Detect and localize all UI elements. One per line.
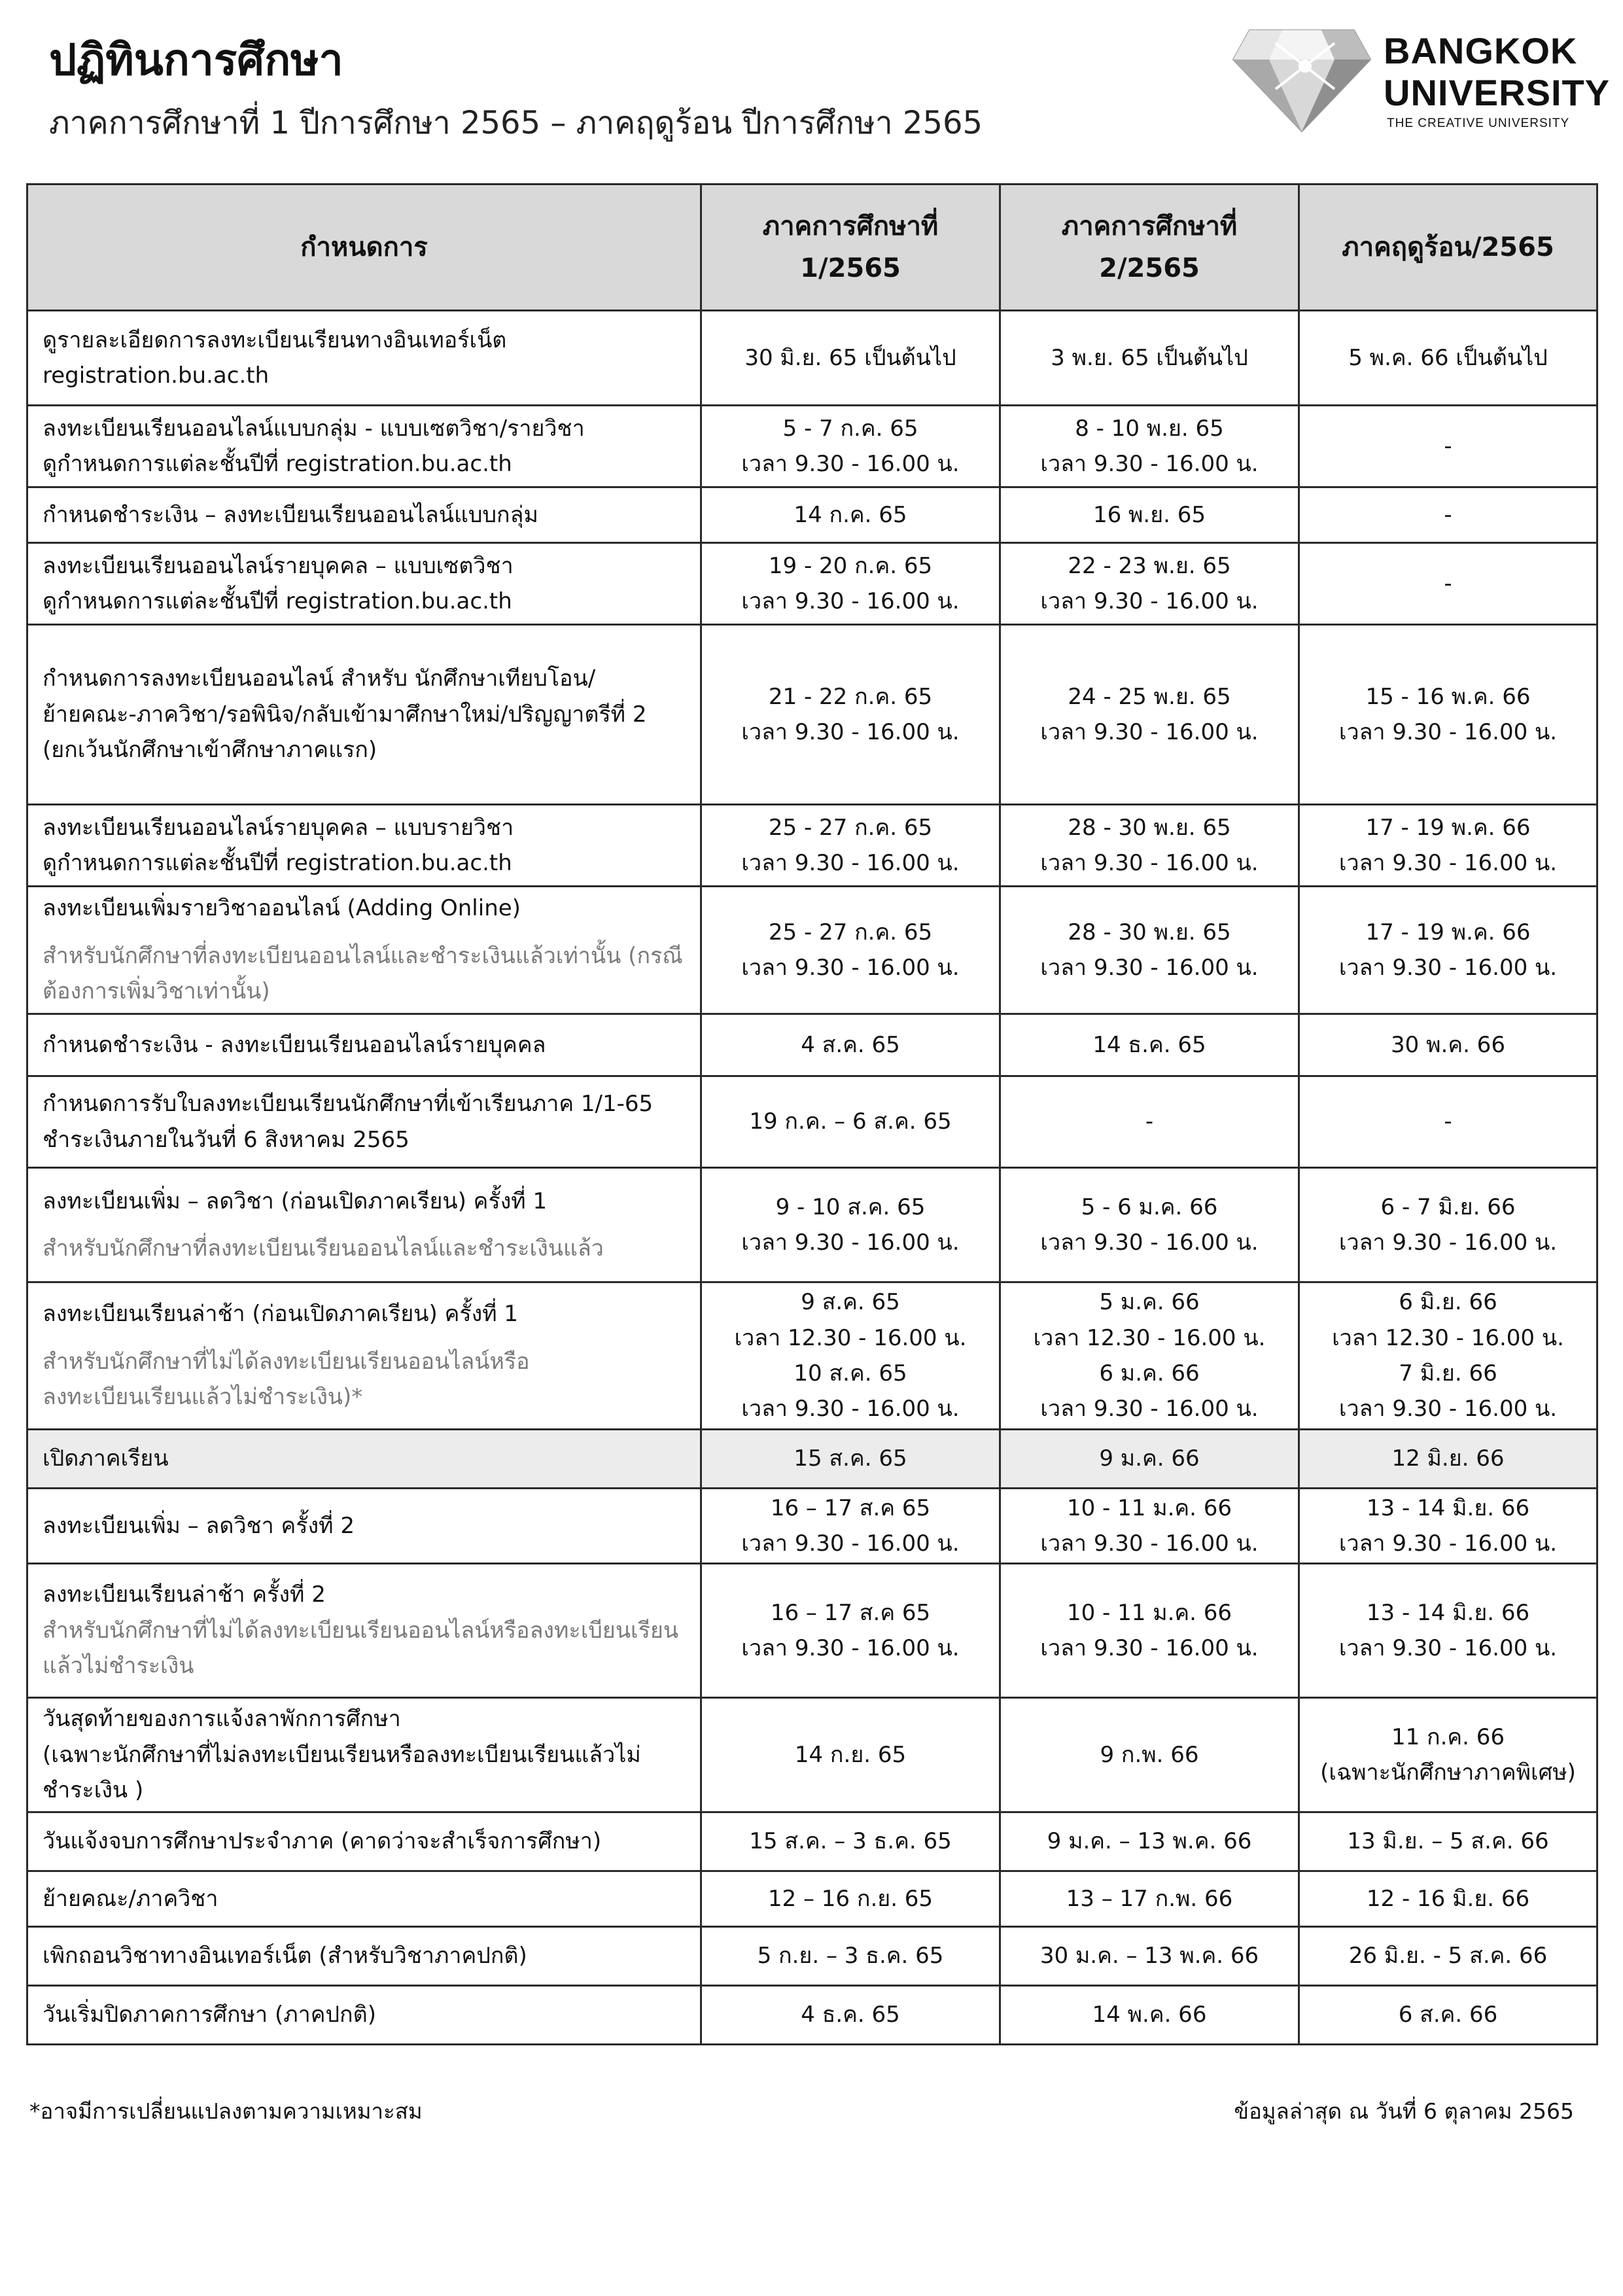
schedule-item <box>27 406 701 487</box>
schedule-item <box>27 1927 701 1986</box>
logo-line-2: UNIVERSITY <box>1384 72 1611 113</box>
date-line: 22 - 23 พ.ย. 65 <box>1068 552 1231 579</box>
semester-2-date <box>1000 1489 1299 1564</box>
date-line: 15 - 16 พ.ค. 66 <box>1365 683 1531 710</box>
schedule-item <box>27 543 701 625</box>
semester-2-date <box>1000 1282 1299 1430</box>
date-line: 14 พ.ค. 66 <box>1092 2002 1207 2028</box>
date-line: 24 - 25 พ.ย. 65 <box>1068 683 1231 710</box>
date-line: 5 - 6 ม.ค. 66 <box>1081 1193 1218 1220</box>
schedule-item-text: ลงทะเบียนเรียนออนไลน์แบบกลุ่ม - แบบเซตวิชา/รายวิชา <box>43 415 585 442</box>
semester-1-date <box>701 406 1000 487</box>
date-line: - <box>1444 1108 1452 1135</box>
schedule-item <box>27 1986 701 2045</box>
semester-2-date <box>1000 625 1299 805</box>
schedule-item-text: วันสุดท้ายของการแจ้งลาพักการศึกษา <box>43 1706 401 1733</box>
schedule-item-text: กำหนดการลงทะเบียนออนไลน์ สำหรับ นักศึกษาเทียบโอน/ <box>43 665 596 692</box>
summer-date <box>1299 1698 1597 1812</box>
date-line: 6 ม.ค. 66 <box>1099 1360 1200 1386</box>
date-line: 4 ธ.ค. 65 <box>801 2002 900 2028</box>
date-line: เวลา 9.30 - 16.00 น. <box>1040 1229 1259 1256</box>
date-line: - <box>1444 501 1452 528</box>
header-schedule: กำหนดการ <box>27 185 701 311</box>
table-row <box>27 1871 1597 1927</box>
schedule-item <box>27 805 701 887</box>
semester-1-date <box>701 1564 1000 1698</box>
schedule-item <box>27 1076 701 1168</box>
semester-1-date <box>701 543 1000 625</box>
date-line: 11 ก.ค. 66 <box>1391 1723 1505 1750</box>
date-line: เวลา 9.30 - 16.00 น. <box>1040 955 1259 981</box>
semester-2-date <box>1000 1014 1299 1076</box>
schedule-item-text: ชำระเงิน ) <box>43 1777 144 1804</box>
semester-2-date <box>1000 1871 1299 1927</box>
date-line: เวลา 9.30 - 16.00 น. <box>1040 719 1259 745</box>
schedule-item-note: สำหรับนักศึกษาที่ไม่ได้ลงทะเบียนเรียนออนไลน์หรือ <box>43 1348 530 1375</box>
schedule-item-note: แล้วไม่ชำระเงิน <box>43 1653 194 1680</box>
date-line: เวลา 9.30 - 16.00 น. <box>1040 451 1259 477</box>
semester-2-date <box>1000 1812 1299 1871</box>
schedule-item-text: เพิกถอนวิชาทางอินเทอร์เน็ต (สำหรับวิชาภาคปกติ) <box>43 1943 527 1969</box>
schedule-item-note: ลงทะเบียนเรียนแล้วไม่ชำระเงิน)* <box>43 1384 363 1411</box>
date-line: 9 - 10 ส.ค. 65 <box>775 1193 926 1220</box>
schedule-item-text: ลงทะเบียนเพิ่ม – ลดวิชา (ก่อนเปิดภาคเรียน) ครั้งที่ 1 <box>43 1188 548 1214</box>
date-line: เวลา 12.30 - 16.00 น. <box>734 1324 967 1351</box>
table-row <box>27 1076 1597 1168</box>
logo-line-1: BANGKOK <box>1384 30 1578 71</box>
date-line: 14 ก.ย. 65 <box>794 1741 907 1768</box>
semester-2-date <box>1000 1564 1299 1698</box>
schedule-item-text: วันแจ้งจบการศึกษาประจำภาค (คาดว่าจะสำเร็จการศึกษา) <box>43 1828 602 1855</box>
summer-date <box>1299 487 1597 543</box>
schedule-item-text: ดูกำหนดการแต่ละชั้นปีที่ registration.bu.ac.th <box>43 850 512 876</box>
date-line: 5 พ.ค. 66 เป็นต้นไป <box>1348 344 1548 371</box>
date-line: 10 - 11 ม.ค. 66 <box>1066 1599 1232 1626</box>
date-line: เวลา 9.30 - 16.00 น. <box>1040 588 1259 614</box>
date-line: 9 ก.พ. 66 <box>1100 1741 1199 1768</box>
table-row <box>27 311 1597 406</box>
semester-2-date <box>1000 1986 1299 2045</box>
page-subtitle: ภาคการศึกษาที่ 1 ปีการศึกษา 2565 – ภาคฤดูร้อน ปีการศึกษา 2565 <box>49 105 983 141</box>
date-line: เวลา 9.30 - 16.00 น. <box>1338 1530 1558 1557</box>
date-line: 26 มิ.ย. - 5 ส.ค. 66 <box>1348 1943 1548 1969</box>
table-row <box>27 1014 1597 1076</box>
page-title: ปฏิทินการศึกษา <box>49 35 343 85</box>
semester-1-date <box>701 1014 1000 1076</box>
date-line: 19 ก.ค. – 6 ส.ค. 65 <box>749 1108 952 1135</box>
semester-1-date <box>701 1430 1000 1489</box>
table-row <box>27 1564 1597 1698</box>
schedule-item-text: registration.bu.ac.th <box>43 362 270 389</box>
semester-1-date <box>701 1489 1000 1564</box>
schedule-item-text: ลงทะเบียนเรียนล่าช้า ครั้งที่ 2 <box>43 1581 326 1608</box>
table-row <box>27 406 1597 487</box>
summer-date <box>1299 1564 1597 1698</box>
header-semester-2: ภาคการศึกษาที่ 2/2565 <box>1000 185 1299 311</box>
schedule-item-text: ชำระเงินภายในวันที่ 6 สิงหาคม 2565 <box>43 1126 410 1153</box>
summer-date <box>1299 887 1597 1014</box>
table-row <box>27 1812 1597 1871</box>
semester-1-date <box>701 1812 1000 1871</box>
schedule-item <box>27 625 701 805</box>
schedule-item-text: วันเริ่มปิดภาคการศึกษา (ภาคปกติ) <box>43 2002 376 2028</box>
date-line: เวลา 9.30 - 16.00 น. <box>1338 955 1558 981</box>
semester-2-date <box>1000 1168 1299 1282</box>
logo-tagline: THE CREATIVE UNIVERSITY <box>1387 116 1570 130</box>
semester-2-date <box>1000 1076 1299 1168</box>
date-line: 6 ส.ค. 66 <box>1398 2002 1498 2028</box>
summer-date <box>1299 1812 1597 1871</box>
date-line: 30 พ.ค. 66 <box>1391 1031 1505 1058</box>
date-line: 13 – 17 ก.พ. 66 <box>1066 1885 1233 1912</box>
schedule-item-text: ลงทะเบียนเพิ่ม – ลดวิชา ครั้งที่ 2 <box>43 1512 355 1539</box>
semester-2-date <box>1000 406 1299 487</box>
date-line: 14 ธ.ค. 65 <box>1092 1031 1206 1058</box>
date-line: 15 ส.ค. 65 <box>794 1445 907 1472</box>
semester-1-date <box>701 487 1000 543</box>
summer-date <box>1299 1986 1597 2045</box>
table-row <box>27 1927 1597 1986</box>
semester-1-date <box>701 625 1000 805</box>
date-line: 15 ส.ค. – 3 ธ.ค. 65 <box>749 1828 952 1855</box>
header-summer: ภาคฤดูร้อน/2565 <box>1299 185 1597 311</box>
semester-2-date <box>1000 311 1299 406</box>
table-row <box>27 1489 1597 1564</box>
semester-1-date <box>701 311 1000 406</box>
schedule-item-text: ดูกำหนดการแต่ละชั้นปีที่ registration.bu.ac.th <box>43 451 512 477</box>
date-line: เวลา 9.30 - 16.00 น. <box>1338 850 1558 876</box>
date-line: 9 ม.ค. – 13 พ.ค. 66 <box>1047 1828 1252 1855</box>
schedule-item <box>27 1489 701 1564</box>
semester-1-date <box>701 1076 1000 1168</box>
table-row <box>27 887 1597 1014</box>
schedule-item-text: ย้ายคณะ-ภาควิชา/รอพินิจ/กลับเข้ามาศึกษาใหม่/ปริญญาตรีที่ 2 <box>43 701 647 728</box>
schedule-item <box>27 1282 701 1430</box>
table-row <box>27 1282 1597 1430</box>
bangkok-university-logo <box>1230 20 1611 144</box>
table-row <box>27 487 1597 543</box>
date-line: 30 ม.ค. – 13 พ.ค. 66 <box>1039 1943 1259 1969</box>
date-line: เวลา 9.30 - 16.00 น. <box>741 850 960 876</box>
semester-2-date <box>1000 1430 1299 1489</box>
spacer <box>43 1332 691 1344</box>
date-line: 12 – 16 ก.ย. 65 <box>767 1885 934 1912</box>
summer-date <box>1299 1871 1597 1927</box>
date-line: 12 มิ.ย. 66 <box>1391 1445 1505 1472</box>
schedule-item <box>27 1698 701 1812</box>
schedule-item <box>27 1812 701 1871</box>
date-line: 16 พ.ย. 65 <box>1092 501 1206 528</box>
date-line: 12 - 16 มิ.ย. 66 <box>1366 1885 1530 1912</box>
date-line: เวลา 9.30 - 16.00 น. <box>1338 1396 1558 1422</box>
semester-2-date <box>1000 1927 1299 1986</box>
summer-date <box>1299 1430 1597 1489</box>
date-line: 21 - 22 ก.ค. 65 <box>768 683 933 710</box>
date-line: 16 – 17 ส.ค 65 <box>770 1599 931 1626</box>
schedule-item <box>27 1871 701 1927</box>
date-line: 9 ม.ค. 66 <box>1099 1445 1200 1472</box>
schedule-item-text: กำหนดชำระเงิน – ลงทะเบียนเรียนออนไลน์แบบกลุ่ม <box>43 501 538 528</box>
date-line: เวลา 12.30 - 16.00 น. <box>1332 1324 1564 1351</box>
semester-1-date <box>701 1698 1000 1812</box>
summer-date <box>1299 1168 1597 1282</box>
semester-1-date <box>701 1168 1000 1282</box>
semester-2-date <box>1000 487 1299 543</box>
date-line: เวลา 9.30 - 16.00 น. <box>1040 850 1259 876</box>
academic-calendar-table <box>26 183 1598 2045</box>
date-line: 28 - 30 พ.ย. 65 <box>1068 919 1231 945</box>
date-line: 10 ส.ค. 65 <box>794 1360 907 1386</box>
date-line: เวลา 9.30 - 16.00 น. <box>1040 1396 1259 1422</box>
summer-date <box>1299 625 1597 805</box>
semester-2-date <box>1000 543 1299 625</box>
date-line: 17 - 19 พ.ค. 66 <box>1365 814 1531 841</box>
date-line: 8 - 10 พ.ย. 65 <box>1075 415 1224 442</box>
date-line: เวลา 9.30 - 16.00 น. <box>741 588 960 614</box>
date-line: 3 พ.ย. 65 เป็นต้นไป <box>1051 344 1248 371</box>
schedule-item <box>27 487 701 543</box>
table-header-row <box>27 185 1597 311</box>
date-line: เวลา 9.30 - 16.00 น. <box>741 1229 960 1256</box>
schedule-item <box>27 311 701 406</box>
semester-1-date <box>701 1282 1000 1430</box>
table-body <box>27 311 1597 2045</box>
schedule-item-text: (เฉพาะนักศึกษาที่ไม่ลงทะเบียนเรียนหรือลงทะเบียนเรียนแล้วไม่ <box>43 1741 641 1768</box>
date-line: 25 - 27 ก.ค. 65 <box>768 814 933 841</box>
summer-date <box>1299 1014 1597 1076</box>
schedule-item-text: ลงทะเบียนเรียนออนไลน์รายบุคคล – แบบรายวิชา <box>43 814 514 841</box>
schedule-item-note: ต้องการเพิ่มวิชาเท่านั้น) <box>43 978 270 1005</box>
date-line: - <box>1444 570 1452 597</box>
summer-date <box>1299 311 1597 406</box>
header-semester-1: ภาคการศึกษาที่ 1/2565 <box>701 185 1000 311</box>
semester-1-date <box>701 1871 1000 1927</box>
schedule-item-text: กำหนดชำระเงิน - ลงทะเบียนเรียนออนไลน์รายบุคคล <box>43 1031 546 1058</box>
date-line: เวลา 9.30 - 16.00 น. <box>1338 719 1558 745</box>
semester-1-date <box>701 1927 1000 1986</box>
table-row <box>27 625 1597 805</box>
schedule-item <box>27 887 701 1014</box>
schedule-item-text: ลงทะเบียนเพิ่มรายวิชาออนไลน์ (Adding Online) <box>43 895 521 922</box>
schedule-item-text: เปิดภาคเรียน <box>43 1445 169 1472</box>
table-row <box>27 805 1597 887</box>
date-line: 14 ก.ค. 65 <box>794 501 907 528</box>
schedule-item-text: ดูรายละเอียดการลงทะเบียนเรียนทางอินเทอร์เน็ต <box>43 327 507 353</box>
semester-1-date <box>701 1986 1000 2045</box>
schedule-item-text: ย้ายคณะ/ภาควิชา <box>43 1885 218 1912</box>
date-line: เวลา 9.30 - 16.00 น. <box>741 1396 960 1422</box>
date-line: 16 – 17 ส.ค 65 <box>770 1494 931 1521</box>
schedule-item-text: ลงทะเบียนเรียนออนไลน์รายบุคคล – แบบเซตวิชา <box>43 552 514 579</box>
date-line: 5 - 7 ก.ค. 65 <box>782 415 918 442</box>
schedule-item-text: (ยกเว้นนักศึกษาเข้าศึกษาภาคแรก) <box>43 737 377 764</box>
summer-date <box>1299 406 1597 487</box>
date-line: เวลา 12.30 - 16.00 น. <box>1033 1324 1266 1351</box>
date-line: 5 ม.ค. 66 <box>1099 1289 1200 1316</box>
date-line: - <box>1145 1108 1154 1135</box>
date-line: เวลา 9.30 - 16.00 น. <box>1338 1635 1558 1661</box>
summer-date <box>1299 1927 1597 1986</box>
table-row <box>27 543 1597 625</box>
schedule-item <box>27 1430 701 1489</box>
date-line: 10 - 11 ม.ค. 66 <box>1066 1494 1232 1521</box>
schedule-item-text: ลงทะเบียนเรียนล่าช้า (ก่อนเปิดภาคเรียน) ครั้งที่ 1 <box>43 1301 519 1328</box>
date-line: เวลา 9.30 - 16.00 น. <box>1040 1530 1259 1557</box>
date-line: 28 - 30 พ.ย. 65 <box>1068 814 1231 841</box>
table-row <box>27 1698 1597 1812</box>
date-line: 6 มิ.ย. 66 <box>1399 1289 1497 1316</box>
schedule-item <box>27 1564 701 1698</box>
date-line: 9 ส.ค. 65 <box>801 1289 900 1316</box>
summer-date <box>1299 1076 1597 1168</box>
date-line: 30 มิ.ย. 65 เป็นต้นไป <box>744 344 956 371</box>
date-line: เวลา 9.30 - 16.00 น. <box>741 1635 960 1661</box>
date-line: 17 - 19 พ.ค. 66 <box>1365 919 1531 945</box>
spacer <box>43 1219 691 1231</box>
date-line: 6 - 7 มิ.ย. 66 <box>1380 1193 1516 1220</box>
date-line: - <box>1444 433 1452 459</box>
date-line: 13 - 14 มิ.ย. 66 <box>1366 1599 1530 1626</box>
footnote: *อาจมีการเปลี่ยนแปลงตามความเหมาะสม <box>29 2098 423 2124</box>
diamond-logo-icon <box>1230 24 1374 135</box>
summer-date <box>1299 1282 1597 1430</box>
date-line: เวลา 9.30 - 16.00 น. <box>741 1530 960 1557</box>
semester-1-date <box>701 805 1000 887</box>
date-line: 4 ส.ค. 65 <box>801 1031 900 1058</box>
schedule-item <box>27 1014 701 1076</box>
table-row <box>27 1168 1597 1282</box>
date-line: 13 - 14 มิ.ย. 66 <box>1366 1494 1530 1521</box>
table-row <box>27 1986 1597 2045</box>
last-updated: ข้อมูลล่าสุด ณ วันที่ 6 ตุลาคม 2565 <box>1234 2098 1574 2124</box>
semester-1-date <box>701 887 1000 1014</box>
date-line: เวลา 9.30 - 16.00 น. <box>1338 1229 1558 1256</box>
schedule-item-note: สำหรับนักศึกษาที่ลงทะเบียนเรียนออนไลน์และชำระเงินแล้ว <box>43 1235 604 1262</box>
date-line: 5 ก.ย. – 3 ธ.ค. 65 <box>757 1943 944 1969</box>
date-line: (เฉพาะนักศึกษาภาคพิเศษ) <box>1320 1759 1576 1786</box>
date-line: 13 มิ.ย. – 5 ส.ค. 66 <box>1347 1828 1549 1855</box>
date-line: 19 - 20 ก.ค. 65 <box>768 552 933 579</box>
spacer <box>43 927 691 938</box>
schedule-item-text: กำหนดการรับใบลงทะเบียนเรียนนักศึกษาที่เข้าเรียนภาค 1/1-65 <box>43 1091 654 1118</box>
date-line: เวลา 9.30 - 16.00 น. <box>741 955 960 981</box>
table-row <box>27 1430 1597 1489</box>
schedule-item-note: สำหรับนักศึกษาที่ลงทะเบียนออนไลน์และชำระเงินแล้วเท่านั้น (กรณี <box>43 942 683 969</box>
date-line: 7 มิ.ย. 66 <box>1399 1360 1497 1386</box>
date-line: 25 - 27 ก.ค. 65 <box>768 919 933 945</box>
semester-2-date <box>1000 1698 1299 1812</box>
date-line: เวลา 9.30 - 16.00 น. <box>741 719 960 745</box>
semester-2-date <box>1000 805 1299 887</box>
schedule-item-note: สำหรับนักศึกษาที่ไม่ได้ลงทะเบียนเรียนออนไลน์หรือลงทะเบียนเรียน <box>43 1617 679 1644</box>
date-line: เวลา 9.30 - 16.00 น. <box>741 451 960 477</box>
date-line: เวลา 9.30 - 16.00 น. <box>1040 1635 1259 1661</box>
summer-date <box>1299 805 1597 887</box>
schedule-item <box>27 1168 701 1282</box>
schedule-item-text: ดูกำหนดการแต่ละชั้นปีที่ registration.bu.ac.th <box>43 588 512 614</box>
semester-2-date <box>1000 887 1299 1014</box>
summer-date <box>1299 1489 1597 1564</box>
summer-date <box>1299 543 1597 625</box>
